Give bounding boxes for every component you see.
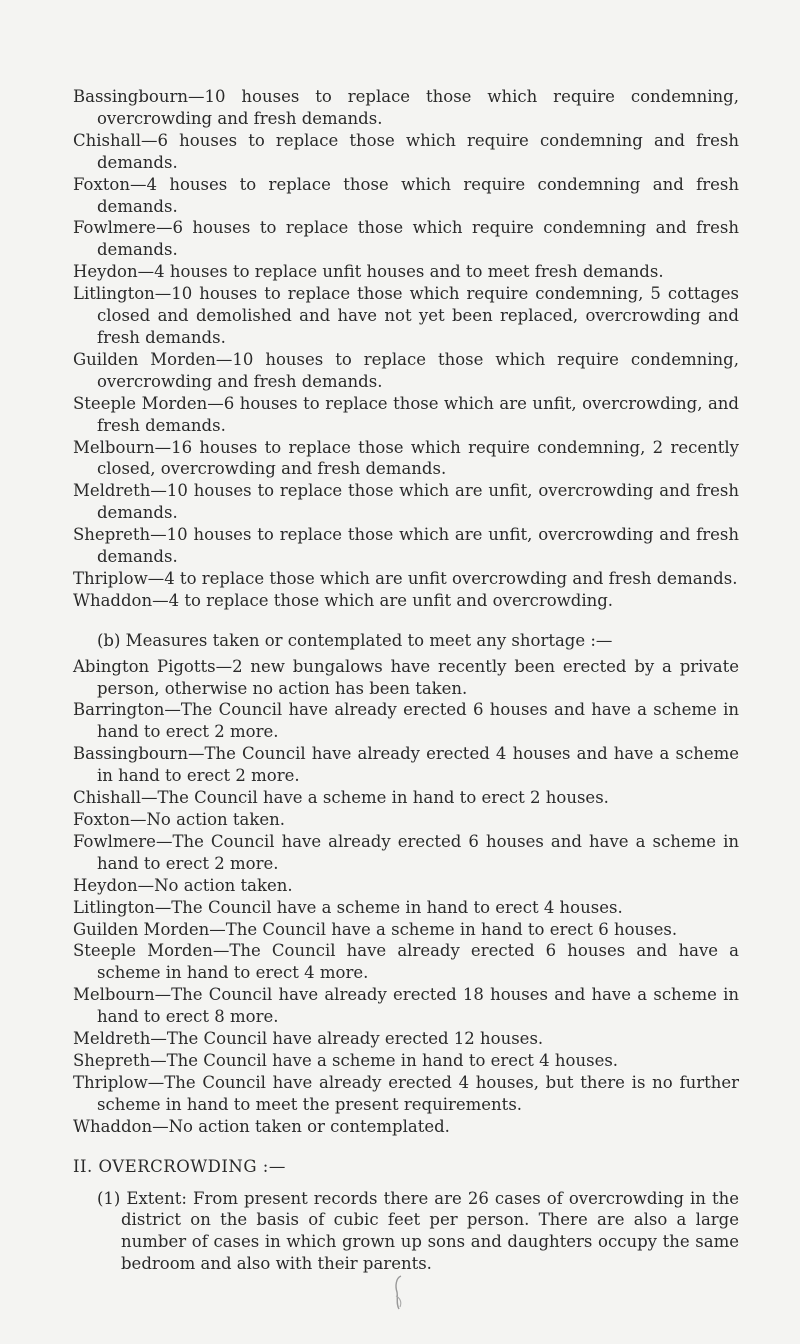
list-item: Steeple Morden—6 houses to replace those which are unfit, overcrowding, and fresh demands.	[73, 393, 739, 435]
list-item: Meldreth—10 houses to replace those which are unfit, overcrowding and fresh demands.	[73, 481, 739, 523]
list-item: Barrington—The Council have already erected 6 houses and have a scheme in hand to erect 2 more.	[73, 700, 739, 742]
list-item: Heydon—4 houses to replace unfit houses and to meet fresh demands.	[73, 262, 664, 282]
page-mark	[392, 1272, 406, 1312]
list-item: Thriplow—The Council have already erected 4 houses, but there is no further scheme in hand to meet the present requirements.	[73, 1072, 739, 1114]
document-page	[73, 86, 739, 1275]
list-item: Chishall—The Council have a scheme in hand to erect 2 houses.	[73, 788, 609, 808]
list-item: Heydon—No action taken.	[73, 875, 293, 895]
list-item: Fowlmere—The Council have already erected 6 houses and have a scheme in hand to erect 2 more.	[73, 831, 739, 873]
list-item: Steeple Morden—The Council have already erected 6 houses and have a scheme in hand to erect 4 more.	[73, 941, 739, 983]
measures-list	[73, 656, 739, 1138]
list-item: Abington Pigotts—2 new bungalows have recently been erected by a private person, otherwise no action has been taken.	[73, 656, 739, 698]
list-item: Shepreth—10 houses to replace those which are unfit, overcrowding and fresh demands.	[73, 525, 739, 567]
list-item: Guilden Morden—The Council have a scheme in hand to erect 6 houses.	[73, 919, 678, 939]
list-item: Whaddon—No action taken or contemplated.	[73, 1116, 450, 1136]
measures-subheading: (b) Measures taken or contemplated to meet any shortage :—	[97, 630, 613, 650]
list-item: Bassingbourn—10 houses to replace those which require condemning, overcrowding and fresh demands.	[73, 87, 739, 128]
section-heading: II. OVERCROWDING :—	[73, 1156, 286, 1176]
list-item: Guilden Morden—10 houses to replace those which require condemning, overcrowding and fresh demands.	[73, 349, 739, 391]
list-item: Whaddon—4 to replace those which are unfit and overcrowding.	[73, 590, 614, 610]
list-item: Fowlmere—6 houses to replace those which require condemning and fresh demands.	[73, 218, 739, 260]
list-item: Melbourn—16 houses to replace those which require condemning, 2 recently closed, overcrowding and fresh demands.	[73, 437, 739, 479]
list-item: Bassingbourn—The Council have already erected 4 houses and have a scheme in hand to erect 2 more.	[73, 744, 739, 786]
overcrowding-extent-paragraph: (1) Extent: From present records there are 26 cases of overcrowding in the district on the basis of cubic feet per person. There are also a large number of cases in which grown up sons and daughters occupy the same bedroom and also with their parents.	[97, 1188, 739, 1274]
list-item: Foxton—4 houses to replace those which require condemning and fresh demands.	[73, 174, 739, 216]
list-item: Foxton—No action taken.	[73, 810, 285, 829]
list-item: Shepreth—The Council have a scheme in hand to erect 4 houses.	[73, 1050, 619, 1070]
list-item: Litlington—The Council have a scheme in hand to erect 4 houses.	[73, 897, 623, 917]
list-item: Litlington—10 houses to replace those which require condemning, 5 cottages closed and demolished and have not yet been replaced, overcrowding and fresh demands.	[73, 284, 739, 347]
housing-needs-list	[73, 86, 739, 612]
list-item: Thriplow—4 to replace those which are unfit overcrowding and fresh demands.	[73, 568, 738, 588]
list-item: Meldreth—The Council have already erected 12 houses.	[73, 1029, 544, 1049]
list-item: Chishall—6 houses to replace those which require condemning and fresh demands.	[73, 130, 739, 172]
list-item: Melbourn—The Council have already erected 18 houses and have a scheme in hand to erect 8 more.	[73, 985, 739, 1027]
